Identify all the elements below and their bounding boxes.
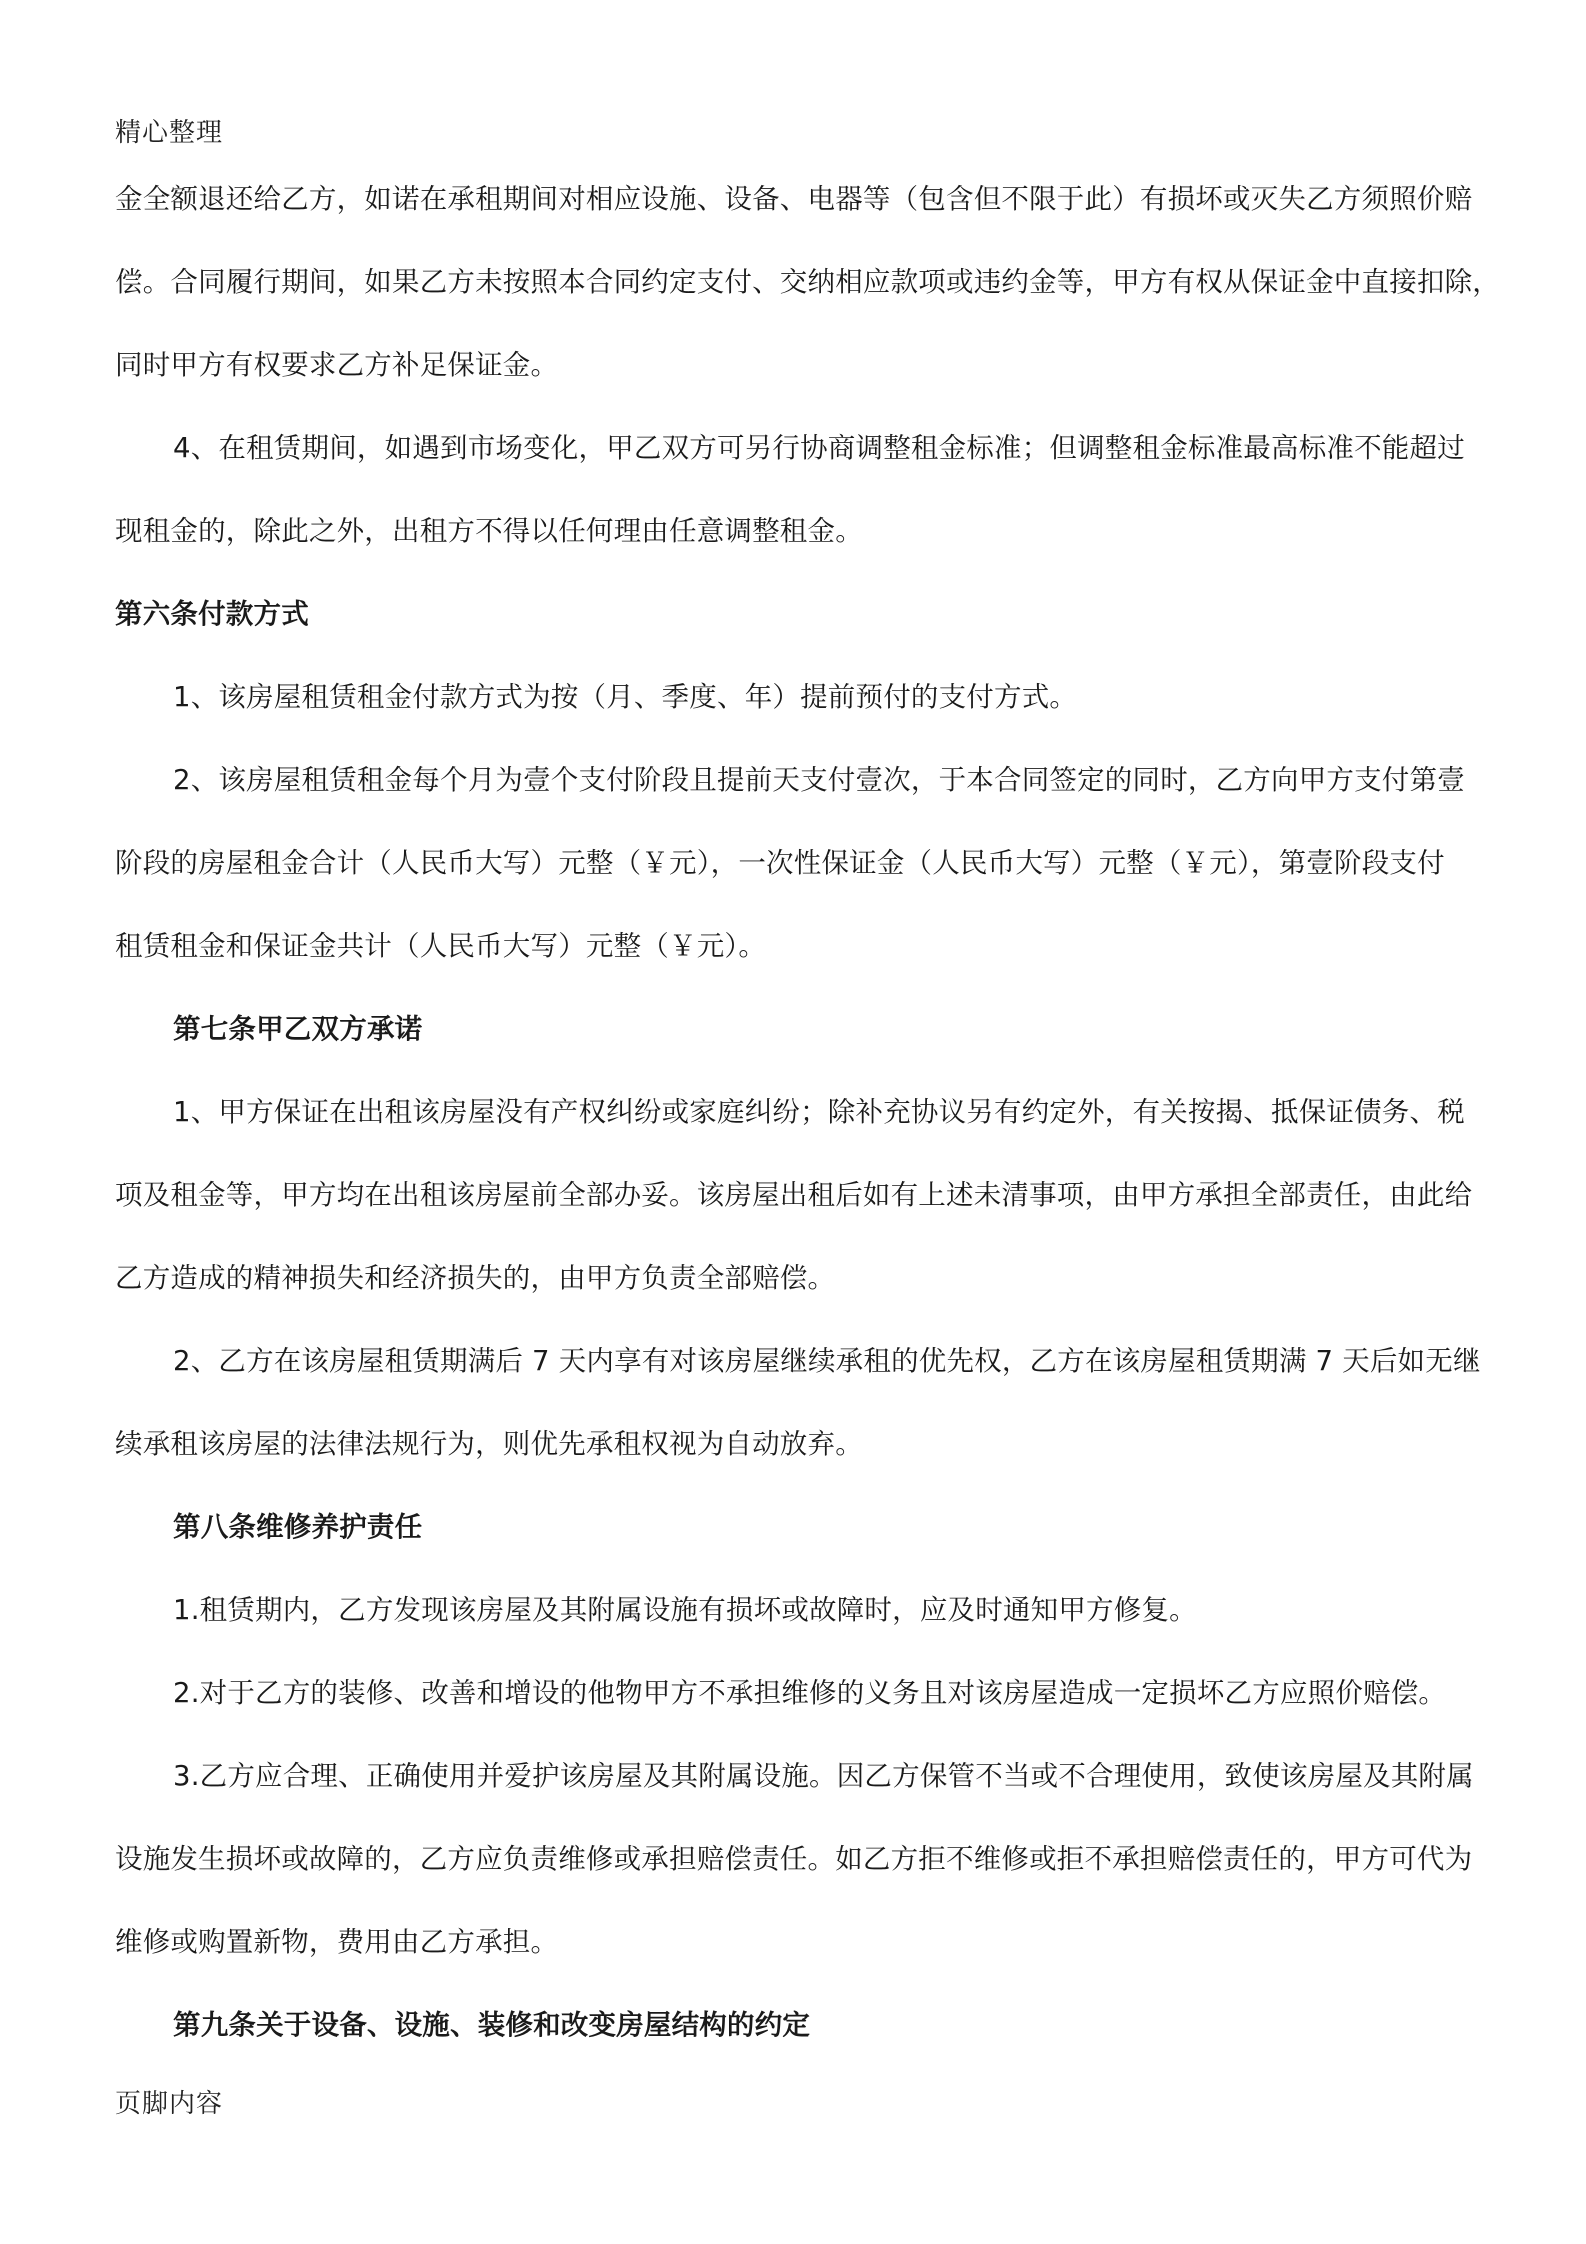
- paragraph-line: 1、甲方保证在出租该房屋没有产权纠纷或家庭纠纷；除补充协议另有约定外，有关按揭、抵保证债务、税: [173, 1096, 1465, 1128]
- paragraph-line: 现租金的，除此之外，出租方不得以任何理由任意调整租金。: [115, 515, 863, 547]
- section-heading-article-7: 第七条甲乙双方承诺: [173, 1013, 423, 1045]
- page-footer-note: 页脚内容: [115, 2089, 224, 2119]
- section-heading-article-9: 第九条关于设备、设施、装修和改变房屋结构的约定: [173, 2009, 811, 2041]
- paragraph-line: 2、该房屋租赁租金每个月为壹个支付阶段且提前天支付壹次，于本合同签定的同时，乙方向甲方支付第壹: [173, 764, 1465, 796]
- paragraph-line: 设施发生损坏或故障的，乙方应负责维修或承担赔偿责任。如乙方拒不维修或拒不承担赔偿责任的，甲方可代为: [115, 1843, 1473, 1875]
- document-body: [115, 158, 1500, 2067]
- paragraph-line: 2.对于乙方的装修、改善和增设的他物甲方不承担维修的义务且对该房屋造成一定损坏乙方应照价赔偿。: [173, 1677, 1447, 1709]
- paragraph-line: 偿。合同履行期间，如果乙方未按照本合同约定支付、交纳相应款项或违约金等，甲方有权从保证金中直接扣除，: [115, 266, 1500, 298]
- paragraph-line: 金全额退还给乙方，如诺在承租期间对相应设施、设备、电器等（包含但不限于此）有损坏或灭失乙方须照价赔: [115, 183, 1473, 215]
- paragraph-line: 阶段的房屋租金合计（人民币大写）元整（￥元），一次性保证金（人民币大写）元整（￥元），第壹阶段支付: [115, 847, 1445, 879]
- section-heading-article-6: 第六条付款方式: [115, 598, 309, 630]
- paragraph-line: 乙方造成的精神损失和经济损失的，由甲方负责全部赔偿。: [115, 1262, 836, 1294]
- paragraph-line: 1、该房屋租赁租金付款方式为按（月、季度、年）提前预付的支付方式。: [173, 681, 1078, 713]
- paragraph-line: 3.乙方应合理、正确使用并爱护该房屋及其附属设施。因乙方保管不当或不合理使用，致使该房屋及其附属: [173, 1760, 1474, 1792]
- paragraph-line: 续承租该房屋的法律法规行为，则优先承租权视为自动放弃。: [115, 1428, 863, 1460]
- paragraph-line: 4、在租赁期间，如遇到市场变化，甲乙双方可另行协商调整租金标准；但调整租金标准最高标准不能超过: [173, 432, 1465, 464]
- paragraph-line: 维修或购置新物，费用由乙方承担。: [115, 1926, 559, 1958]
- paragraph-line: 1.租赁期内，乙方发现该房屋及其附属设施有损坏或故障时，应及时通知甲方修复。: [173, 1594, 1197, 1626]
- page-header-note: 精心整理: [115, 118, 224, 148]
- paragraph-line: 2、乙方在该房屋租赁期满后 7 天内享有对该房屋继续承租的优先权，乙方在该房屋租赁期满 7 天后如无继: [173, 1345, 1481, 1377]
- section-heading-article-8: 第八条维修养护责任: [173, 1511, 423, 1543]
- paragraph-line: 租赁租金和保证金共计（人民币大写）元整（￥元）。: [115, 930, 767, 962]
- paragraph-line: 项及租金等，甲方均在出租该房屋前全部办妥。该房屋出租后如有上述未清事项，由甲方承担全部责任，由此给: [115, 1179, 1473, 1211]
- paragraph-line: 同时甲方有权要求乙方补足保证金。: [115, 349, 559, 381]
